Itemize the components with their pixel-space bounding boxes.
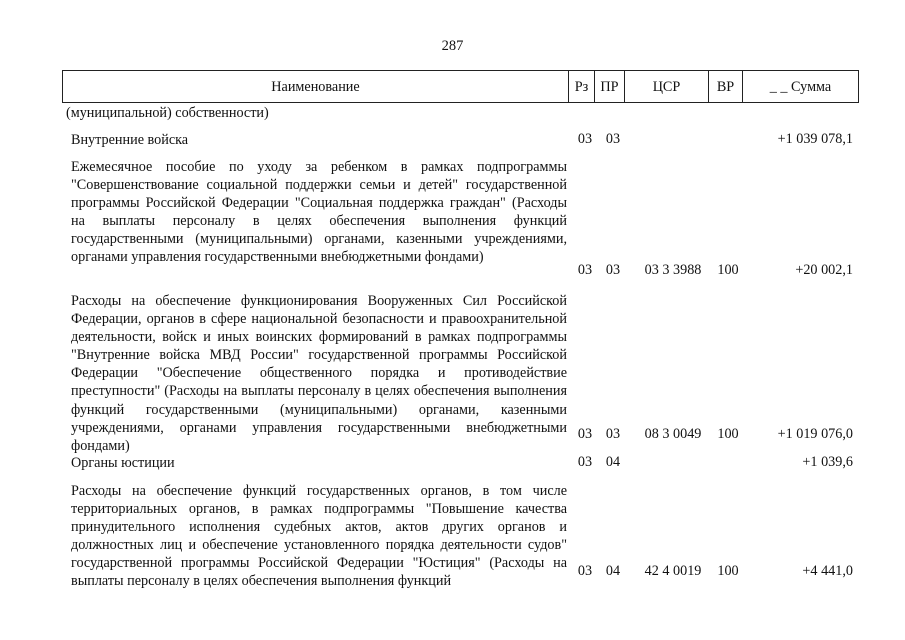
header-sum: _ _ Сумма — [769, 79, 832, 95]
row-rz: 03 — [577, 454, 593, 470]
row-csr: 42 4 0019 — [644, 563, 702, 579]
header-vr: ВР — [716, 79, 735, 95]
row-pr: 03 — [605, 131, 621, 147]
row-sum: +4 441,0 — [802, 563, 853, 579]
row-name: Ежемесячное пособие по уходу за ребенком в рамках подпрограммы "Совершенствование социальной поддержки семьи и детей" государственной программы Российской Федерации "Социальная поддержка граждан" (Расходы на выплаты персоналу в целях обеспечения выполнения функций государственными (муниципальными) органами, казенными учреждениями, органами управления государственными внебюджетными фондами) — [71, 159, 567, 266]
row-pr: 03 — [605, 426, 621, 442]
row-sum: +1 019 076,0 — [777, 426, 853, 442]
row-csr: 03 3 3988 — [644, 262, 702, 278]
row-rz: 03 — [577, 426, 593, 442]
row-vr: 100 — [717, 563, 739, 579]
header-pr: ПР — [600, 79, 619, 95]
header-csr: ЦСР — [652, 79, 681, 95]
row-sum: +1 039,6 — [802, 454, 853, 470]
row-name: (муниципальной) собственности) — [66, 105, 269, 121]
header-rz: Рз — [574, 79, 589, 95]
row-pr: 04 — [605, 563, 621, 579]
row-pr: 03 — [605, 262, 621, 278]
header-name: Наименование — [271, 79, 360, 95]
row-name: Расходы на обеспечение функций государственных органов, в том числе территориальных органов, в рамках подпрограммы "Повышение качества принудительного исполнения судебных актов, актов других органов и должностных лиц и обеспечение установленного порядка деятельности судов" государственной программы Российской Федерации "Юстиция" (Расходы на выплаты персоналу в целях обеспечения выполнения функций — [71, 483, 567, 590]
row-rz: 03 — [577, 262, 593, 278]
row-rz: 03 — [577, 131, 593, 147]
page-number: 287 — [441, 38, 464, 54]
row-name: Расходы на обеспечение функционирования Вооруженных Сил Российской Федерации, органов в сфере национальной безопасности и правоохранительной деятельности, войск и иных воинских формирований в рамках подпрограммы "Внутренние войска МВД России" государственной программы Российской Федерации "Обеспечение общественного порядка и противодействие преступности" (Расходы на выплаты персоналу в целях обеспечения выполнения функций государственными (муниципальными) органами, казенными учреждениями, органами управления государственными внебюджетными фондами) — [71, 293, 567, 454]
row-pr: 04 — [605, 454, 621, 470]
row-vr: 100 — [717, 426, 739, 442]
row-name: Органы юстиции — [71, 455, 175, 471]
row-rz: 03 — [577, 563, 593, 579]
row-csr: 08 3 0049 — [644, 426, 702, 442]
table-header — [62, 70, 859, 103]
row-name: Внутренние войска — [71, 132, 189, 148]
row-sum: +1 039 078,1 — [777, 131, 853, 147]
row-vr: 100 — [717, 262, 739, 278]
row-sum: +20 002,1 — [795, 262, 853, 278]
